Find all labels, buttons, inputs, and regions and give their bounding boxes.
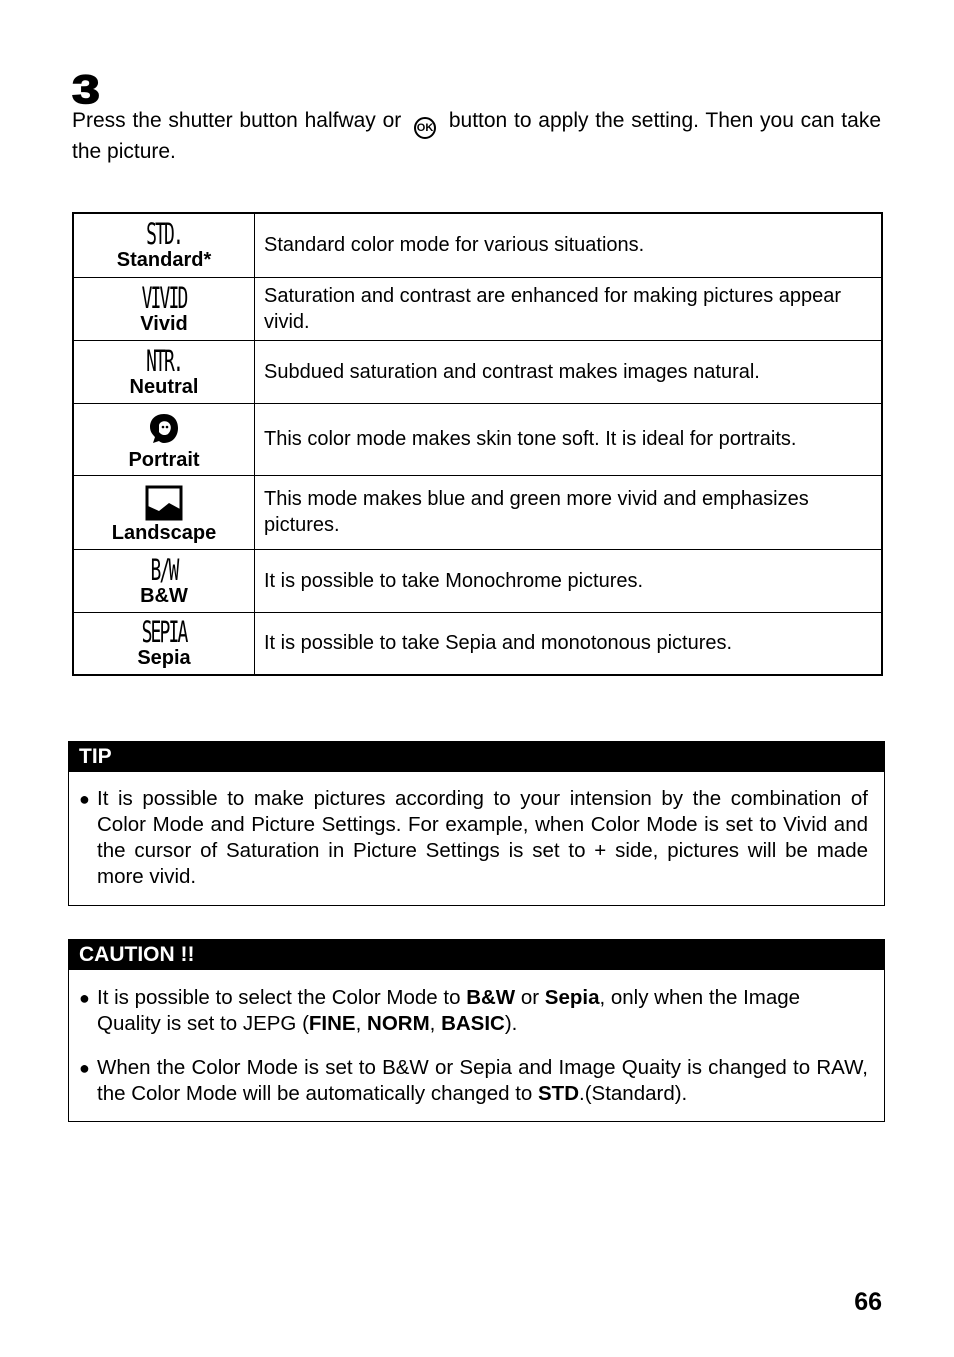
mode-cell-standard (73, 213, 255, 277)
bold-text: STD (538, 1082, 579, 1105)
ok-button-icon: OK (414, 117, 436, 139)
text: It is possible to select the Color Mode to (97, 986, 467, 1009)
table-row (73, 403, 882, 475)
intro-text-1: Press the shutter button halfway or (72, 109, 402, 132)
table-row (73, 213, 882, 277)
ntr-icon: NTR. (146, 343, 182, 378)
std-icon: STD. (146, 217, 182, 252)
mode-name: Landscape (111, 522, 217, 544)
page-number: 66 (854, 1288, 882, 1316)
bullet-icon: ● (79, 1058, 90, 1078)
list-item (79, 985, 868, 1037)
bullet-icon: ● (79, 789, 90, 809)
bullet-icon: ● (79, 988, 90, 1008)
bold-text: B&W (466, 986, 516, 1009)
mode-description: This color mode makes skin tone soft. It is ideal for portraits. (255, 403, 883, 475)
mode-description: This mode makes blue and green more vivid and emphasizes pictures. (255, 475, 883, 549)
bold-text: NORM (367, 1012, 430, 1035)
table-row (73, 340, 882, 403)
mode-cell-neutral (73, 340, 255, 403)
intro-text-2: button to apply the setting. Then you can take the picture. (72, 109, 882, 163)
mode-cell-sepia (73, 612, 255, 675)
step-number: 3 (72, 68, 100, 112)
vivid-icon: VIVID (141, 280, 187, 315)
caution-header: CAUTION !! (69, 940, 884, 970)
mode-name: Sepia (137, 647, 191, 670)
mode-name: Standard* (116, 249, 212, 272)
tip-box (68, 741, 885, 906)
tip-body (69, 772, 884, 902)
intro-paragraph (72, 108, 881, 165)
caution-box (68, 939, 885, 1122)
mode-description: It is possible to take Monochrome pictures. (255, 549, 883, 612)
text: .(Standard). (579, 1082, 688, 1105)
mode-description: Standard color mode for various situations. (255, 213, 883, 277)
text: , only when the Image Quality is set to JEPG ( (97, 986, 801, 1035)
mode-cell-landscape (73, 475, 255, 549)
caution-text-2 (97, 1055, 868, 1107)
mode-name: Portrait (128, 449, 200, 471)
bold-text: BASIC (441, 1012, 505, 1035)
text: , (355, 1012, 368, 1035)
mode-description: It is possible to take Sepia and monotonous pictures. (255, 612, 883, 675)
caution-body (69, 970, 884, 1119)
sepia-icon: SEPIA (141, 615, 187, 650)
text: ). (504, 1012, 518, 1035)
mode-description: Subdued saturation and contrast makes images natural. (255, 340, 883, 403)
bold-text: FINE (308, 1012, 356, 1035)
mode-name: B&W (140, 584, 188, 607)
tip-header: TIP (69, 742, 884, 772)
text: or (515, 986, 545, 1009)
bw-icon: B/W (150, 552, 178, 587)
text: , (429, 1012, 442, 1035)
table-row (73, 549, 882, 612)
mode-cell-bw (73, 549, 255, 612)
mode-name: Vivid (140, 312, 188, 335)
text: When the Color Mode is set to B&W or Sepia and Image Quaity is changed to RAW, the Color Mode will be automatically changed to (97, 1056, 868, 1105)
table-row (73, 612, 882, 675)
mode-description: Saturation and contrast are enhanced for making pictures appear vivid. (255, 277, 883, 340)
mode-cell-portrait (73, 403, 255, 475)
list-item (79, 786, 868, 890)
list-item (79, 1055, 868, 1107)
mode-name: Neutral (129, 375, 199, 398)
caution-text-1 (97, 985, 868, 1037)
color-mode-table (72, 212, 883, 676)
table-row (73, 475, 882, 549)
tip-text: It is possible to make pictures according to your intension by the combination of Color Mode and Picture Settings. For example, when Color Mode is set to Vivid and the cursor of Saturation in Picture Settings is set to + side, pictures will be made more vivid. (97, 787, 868, 888)
bold-text: Sepia (544, 986, 600, 1009)
landscape-icon (74, 480, 254, 522)
table-row (73, 277, 882, 340)
mode-cell-vivid (73, 277, 255, 340)
portrait-icon (74, 407, 254, 449)
